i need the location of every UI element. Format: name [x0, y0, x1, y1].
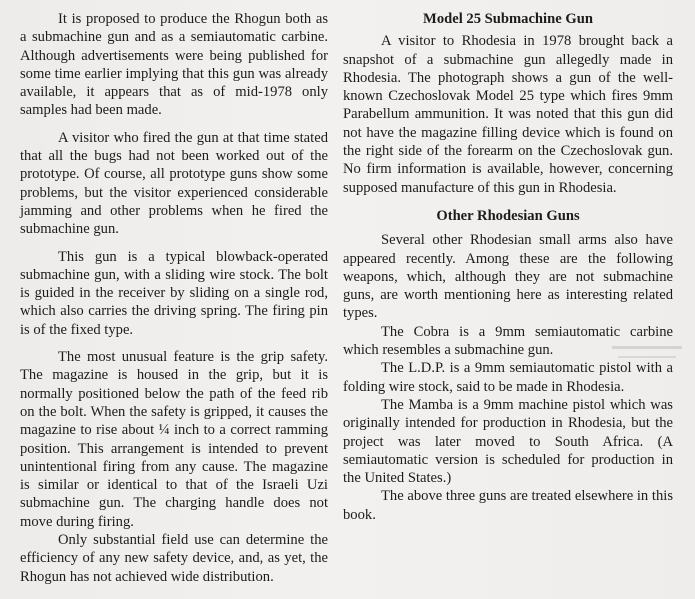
section-heading-other-guns: Other Rhodesian Guns: [436, 207, 580, 224]
paragraph: The most unusual feature is the grip safety. The magazine is housed in the grip, but it is normally positioned below the path of the feed rib on the bolt. When the safety is gripped, it causes the magazine to rise about ¼ inch to a correct ramming position. This arrangement is intended to prevent unintentional firing from any cause. The magazine is similar or identical to that of the Israeli Uzi submachine gun. The charging handle does not move during firing.: [20, 349, 328, 530]
right-column: [343, 10, 673, 524]
paragraph: A visitor to Rhodesia in 1978 brought back a snapshot of a submachine gun allegedly made in Rhodesia. The photograph shows a gun of the well-known Czechoslovak Model 25 type which fires 9mm Parabellum ammunition. It was noted that this gun did not have the magazine filling device which is found on the right side of the forearm on the Czechoslovak gun. No firm information is available, however, concerning supposed manufacture of this gun in Rhodesia.: [343, 33, 673, 196]
paragraph: The L.D.P. is a 9mm semiautomatic pistol with a folding wire stock, said to be made in Rhodesia.: [343, 360, 673, 395]
paper-show-through: [612, 338, 682, 368]
paragraph: Only substantial field use can determine the efficiency of any new safety device, and, as yet, the Rhogun has not achieved wide distribution.: [20, 532, 328, 585]
paragraph: A visitor who fired the gun at that time stated that all the bugs had not been worked out of the prototype. Of course, all prototype guns show some problems, but the visitor experienced considerable jamming and other problems when he fired the submachine gun.: [20, 129, 328, 238]
paragraph: This gun is a typical blowback-operated submachine gun, with a sliding wire stock. The bolt is guided in the receiver by sliding on a single rod, which also carries the driving spring. The firing pin is of the fixed type.: [20, 248, 328, 338]
left-column: [20, 10, 328, 595]
paragraph: The Cobra is a 9mm semiautomatic carbine which resembles a submachine gun.: [343, 323, 673, 359]
section-heading-model-25: Model 25 Submachine Gun: [423, 11, 593, 27]
paragraph: It is proposed to produce the Rhogun both as a submachine gun and as a semiautomatic carbine. Although advertisements were being published for some time earlier implying that this gun was already available, it appears that as of mid-1978 only samples had been made.: [20, 11, 328, 119]
paragraph: The Mamba is a 9mm machine pistol which was originally intended for production in Rhodesia, but the project was later moved to South Africa. (A semiautomatic version is scheduled for production in the United States.): [343, 396, 673, 487]
paragraph: The above three guns are treated elsewhere in this book.: [343, 488, 673, 523]
paragraph: Several other Rhodesian small arms also have appeared recently. Among these are the following weapons, which, although they are not submachine guns, are worth mentioning here as interesting related types.: [343, 232, 673, 322]
